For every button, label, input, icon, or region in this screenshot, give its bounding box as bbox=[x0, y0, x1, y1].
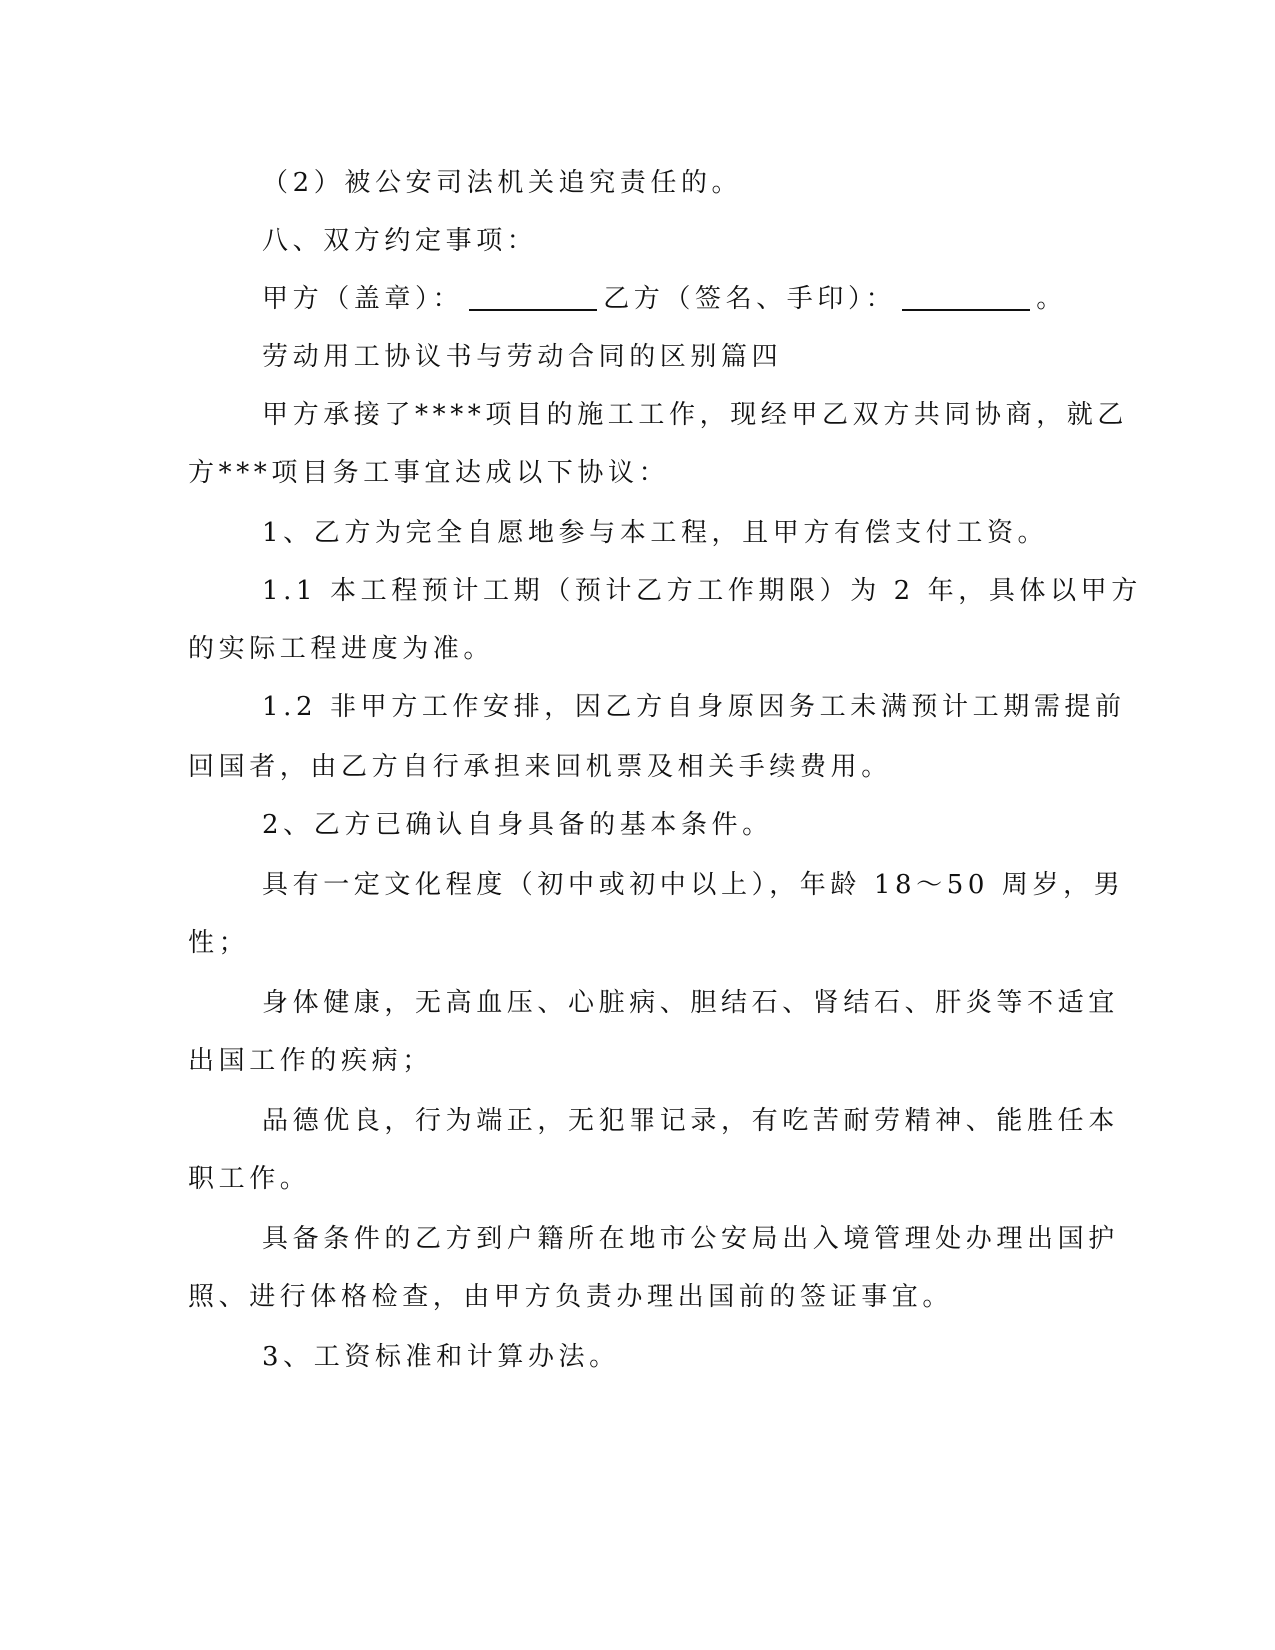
intro-paragraph-line-1: 甲方承接了****项目的施工工作，现经甲乙双方共同协商，就乙 bbox=[262, 400, 1129, 430]
party-b-signature-blank bbox=[902, 285, 1030, 311]
condition-education-line-2: 性； bbox=[188, 928, 250, 958]
clause-1-1-line-2: 的实际工程进度为准。 bbox=[188, 634, 495, 664]
clause-1-1-line-1: 1.1 本工程预计工期（预计乙方工作期限）为 2 年，具体以甲方 bbox=[262, 576, 1142, 606]
paragraph-responsibility: （2）被公安司法机关追究责任的。 bbox=[262, 168, 743, 198]
passport-procedure-line-2: 照、进行体格检查，由甲方负责办理出国前的签证事宜。 bbox=[188, 1282, 954, 1312]
condition-education-line-1: 具有一定文化程度（初中或初中以上），年龄 18～50 周岁，男 bbox=[262, 870, 1125, 900]
signature-line bbox=[262, 282, 1092, 316]
condition-conduct-line-2: 职工作。 bbox=[188, 1164, 311, 1194]
condition-health-line-2: 出国工作的疾病； bbox=[188, 1046, 433, 1076]
section-heading-agreed-items: 八、双方约定事项： bbox=[262, 226, 538, 256]
clause-2: 2、乙方已确认自身具备的基本条件。 bbox=[262, 810, 773, 840]
document-section-title: 劳动用工协议书与劳动合同的区别篇四 bbox=[262, 342, 783, 372]
party-a-signature-blank bbox=[469, 285, 597, 311]
signature-line-end: 。 bbox=[1036, 284, 1067, 314]
party-a-label: 甲方（盖章）： bbox=[262, 284, 464, 314]
clause-3: 3、工资标准和计算办法。 bbox=[262, 1342, 620, 1372]
intro-paragraph-line-2: 方***项目务工事宜达成以下协议： bbox=[188, 458, 670, 488]
condition-conduct-line-1: 品德优良，行为端正，无犯罪记录，有吃苦耐劳精神、能胜任本 bbox=[262, 1106, 1119, 1136]
clause-1-2-line-1: 1.2 非甲方工作安排，因乙方自身原因务工未满预计工期需提前 bbox=[262, 692, 1126, 722]
clause-1: 1、乙方为完全自愿地参与本工程，且甲方有偿支付工资。 bbox=[262, 518, 1049, 548]
party-b-label: 乙方（签名、手印）： bbox=[603, 284, 897, 314]
clause-1-2-line-2: 回国者，由乙方自行承担来回机票及相关手续费用。 bbox=[188, 752, 892, 782]
passport-procedure-line-1: 具备条件的乙方到户籍所在地市公安局出入境管理处办理出国护 bbox=[262, 1224, 1119, 1254]
condition-health-line-1: 身体健康，无高血压、心脏病、胆结石、肾结石、肝炎等不适宜 bbox=[262, 988, 1119, 1018]
